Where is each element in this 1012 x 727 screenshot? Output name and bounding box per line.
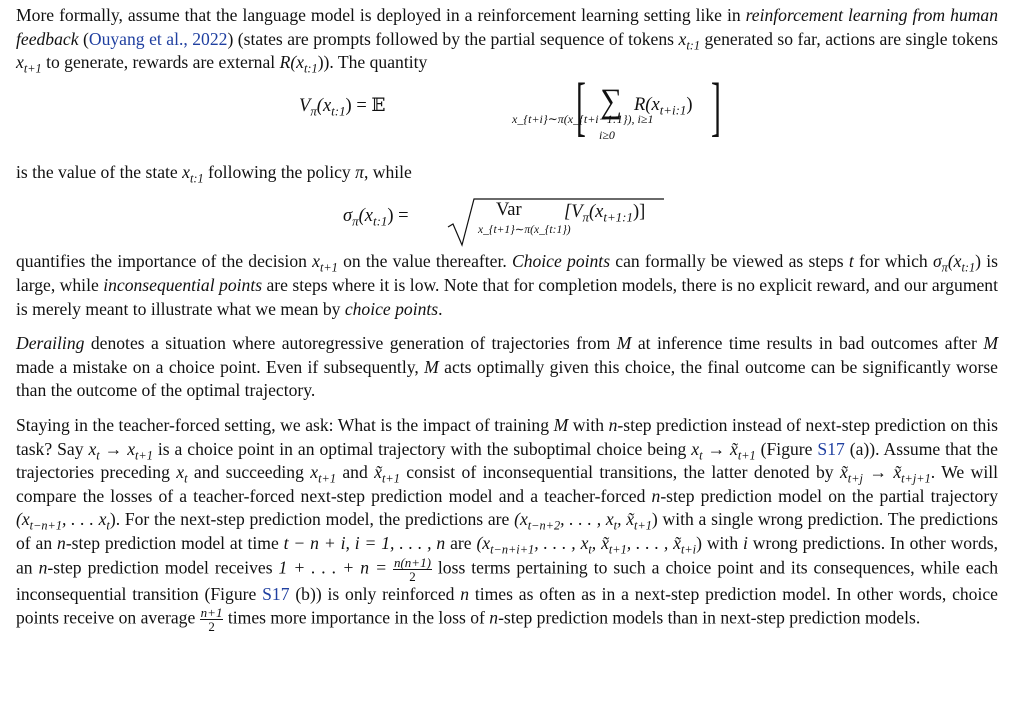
paragraph-choice-points	[16, 250, 998, 321]
sum-symbol: ∑	[600, 82, 623, 120]
text: and succeeding	[187, 462, 311, 483]
text: .	[438, 298, 443, 319]
math-n: n	[38, 557, 48, 578]
text: times as often as in a next-step prediction model. In other words, choice points receive on average	[16, 583, 998, 628]
math-M: M	[553, 414, 569, 435]
paragraph-derailing	[16, 332, 998, 403]
math-n: n	[608, 414, 618, 435]
text: with	[701, 532, 743, 553]
text: is the value of the state	[16, 161, 183, 182]
math-xtilde-t-plus-1: $x̃_{t+1}$	[374, 462, 400, 486]
text: at inference time results in bad outcomes after	[631, 333, 984, 354]
paragraph-value-definition	[16, 161, 998, 185]
text: consist of inconsequential transitions, the latter denoted by	[399, 462, 840, 483]
text: are	[445, 532, 477, 553]
math-sum: 1 + . . . + n =	[278, 557, 393, 578]
math-n: n	[489, 607, 499, 628]
text: , while	[363, 161, 412, 182]
text: are steps where it is low. Note that for completion models, there is no explicit reward, and our argument is merely meant to illustrate what we mean by	[16, 274, 998, 319]
fraction-n-plus-1-over-2: $\frac{n+1}{2}$	[200, 605, 223, 635]
text: wrong predictions. In other words, an	[16, 532, 998, 578]
text: (	[78, 28, 89, 49]
math-x-t: $x_t$	[176, 462, 188, 486]
emphasis-derailing: Derailing	[16, 333, 85, 354]
text: -step prediction model receives	[47, 557, 279, 578]
variance-subscript: x_{t+1}∼π(x_{t:1})	[478, 224, 571, 237]
equation-sigma: $\sigma_\pi(x_{t:1})$ = Var x_{t+1}∼π(x_{t:1}) $[V_\pi(x_{t+1:1})]$	[16, 184, 998, 250]
text: -step prediction instead of next-step prediction on this task? Say	[16, 414, 999, 459]
variance-operator: Var	[496, 200, 522, 221]
text: -step prediction models than in next-step prediction models.	[498, 607, 921, 628]
text: denotes a situation where autoregressive generation of trajectories from	[84, 333, 617, 354]
paragraph-teacher-forced	[16, 414, 998, 633]
text: -step prediction model on the partial trajectory	[660, 485, 999, 506]
paper-page	[16, 4, 998, 633]
text: . We will compare the losses of a teacher-forced next-step prediction model and a teacher-forced	[16, 462, 998, 506]
math-n: n	[651, 485, 661, 506]
emphasis-choice-points: choice points	[344, 298, 439, 319]
math-sigma: $\sigma_\pi(x_{t:1})$	[932, 251, 982, 275]
math-M: M	[983, 333, 998, 354]
figure-link-s17[interactable]: S17	[262, 583, 290, 604]
text: to generate, rewards are external	[41, 52, 280, 73]
right-bracket: ]	[711, 69, 721, 143]
text: ) (states are prompts followed by the partial sequence of tokens	[227, 28, 679, 49]
math-t: t	[848, 251, 854, 272]
math-M: M	[424, 356, 439, 377]
math-state: $x_{t:1}$	[182, 161, 204, 186]
math-partial-trajectory: ($x_{t-n+1}$, . . . $x_t$)	[16, 509, 116, 533]
math-n: n	[460, 583, 470, 604]
text: (Figure	[755, 438, 818, 459]
text: -step prediction model at time	[65, 532, 284, 553]
emphasis-inconsequential-points: inconsequential points	[103, 274, 263, 295]
math-transition: $x_t \to x_{t+1}$	[88, 438, 153, 463]
math-pi: π	[355, 161, 364, 182]
text: . The quantity	[329, 52, 428, 73]
text: on the value thereafter.	[337, 251, 512, 272]
text: generated so far, actions are single tokens	[700, 28, 998, 49]
text: acts optimally given this choice, the final outcome can be significantly worse than the outcome of the optimal trajectory.	[16, 356, 998, 401]
math-i: i	[743, 532, 748, 553]
math-x-t-plus-1: $x_{t+1}$	[16, 52, 42, 76]
math-inconsequential-transition: $x̃_{t+j}$ → $x̃_{t+j+1}$	[839, 462, 931, 486]
math-decision: $x_{t+1}$	[312, 251, 338, 275]
text: times more importance in the loss of	[223, 607, 490, 628]
math-x-t1: $x_{t:1}$	[678, 28, 700, 53]
math-M: M	[616, 333, 632, 354]
math-time-index: t − n + i, i = 1, . . . , n	[283, 532, 446, 553]
math-next-step-predictions: ($x_{t-n+2}$, . . . , $x_t$, $x̃_{t+1}$)	[514, 509, 658, 533]
emphasis-rlhf: reinforcement learning from human feedback	[16, 5, 998, 49]
math-n: n	[57, 532, 66, 553]
text: is large, while	[16, 251, 998, 295]
paragraph-formal-setup	[16, 4, 998, 75]
text: for which	[853, 251, 933, 272]
text: . For the next-step prediction model, the predictions are	[115, 509, 515, 530]
emphasis-choice-points: Choice points	[511, 251, 611, 272]
citation-link-ouyang[interactable]: Ouyang et al., 2022	[88, 28, 228, 49]
sum-subscript: i≥0	[599, 127, 615, 142]
text: made a mistake on a choice point. Even if subsequently,	[16, 356, 425, 377]
text: following the policy	[203, 161, 356, 182]
variance-body: $[V_\pi(x_{t+1:1})]$	[564, 202, 646, 226]
text: with a single wrong prediction. The predictions of an	[16, 509, 999, 553]
text: (a)). Assume that the trajectories preceding	[16, 438, 998, 483]
math-x-t-plus-1: $x_{t+1}$	[310, 462, 336, 486]
equation-value-function: $V_\pi(x_{t:1})$ = 𝔼 x_{t+i}∼π(x_{t+i−1:1}), i≥1 [ ∑ i≥0 $R(x_{t+i:1})$ ]	[299, 69, 721, 143]
text: with	[568, 414, 609, 435]
figure-link-s17[interactable]: S17	[817, 438, 845, 459]
summand: $R(x_{t+i:1})$	[634, 94, 693, 118]
text: (b)) is only reinforced	[289, 583, 461, 604]
left-bracket: [	[576, 69, 586, 143]
text: can formally be viewed as steps	[610, 251, 849, 272]
expectation-subscript: x_{t+i}∼π(x_{t+i−1:1}), i≥1	[512, 111, 654, 126]
text: is a choice point in an optimal trajectory with the suboptimal choice being	[152, 438, 692, 459]
math-reward: $R(x_{t:1})$)	[279, 52, 330, 76]
math-n-step-predictions: ($x_{t-n+i+1}$, . . . , $x_t$, $x̃_{t+1}$, . . . , $x̃_{t+i}$)	[476, 532, 702, 557]
text: and	[335, 462, 375, 483]
text: loss terms pertaining to such a choice point and its consequences, while each inconsequential transition (Figure	[16, 557, 998, 604]
text: quantifies the importance of the decision	[16, 251, 313, 272]
text: More formally, assume that the language model is deployed in a reinforcement learning setting like in	[16, 5, 746, 25]
text: Staying in the teacher-forced setting, we ask: What is the impact of training	[16, 414, 554, 435]
math-suboptimal-transition: $x_t$ → $x̃_{t+1}$	[691, 438, 756, 463]
fraction-n-n-plus-1-over-2: $\frac{n(n+1)}{2}$	[393, 554, 431, 584]
